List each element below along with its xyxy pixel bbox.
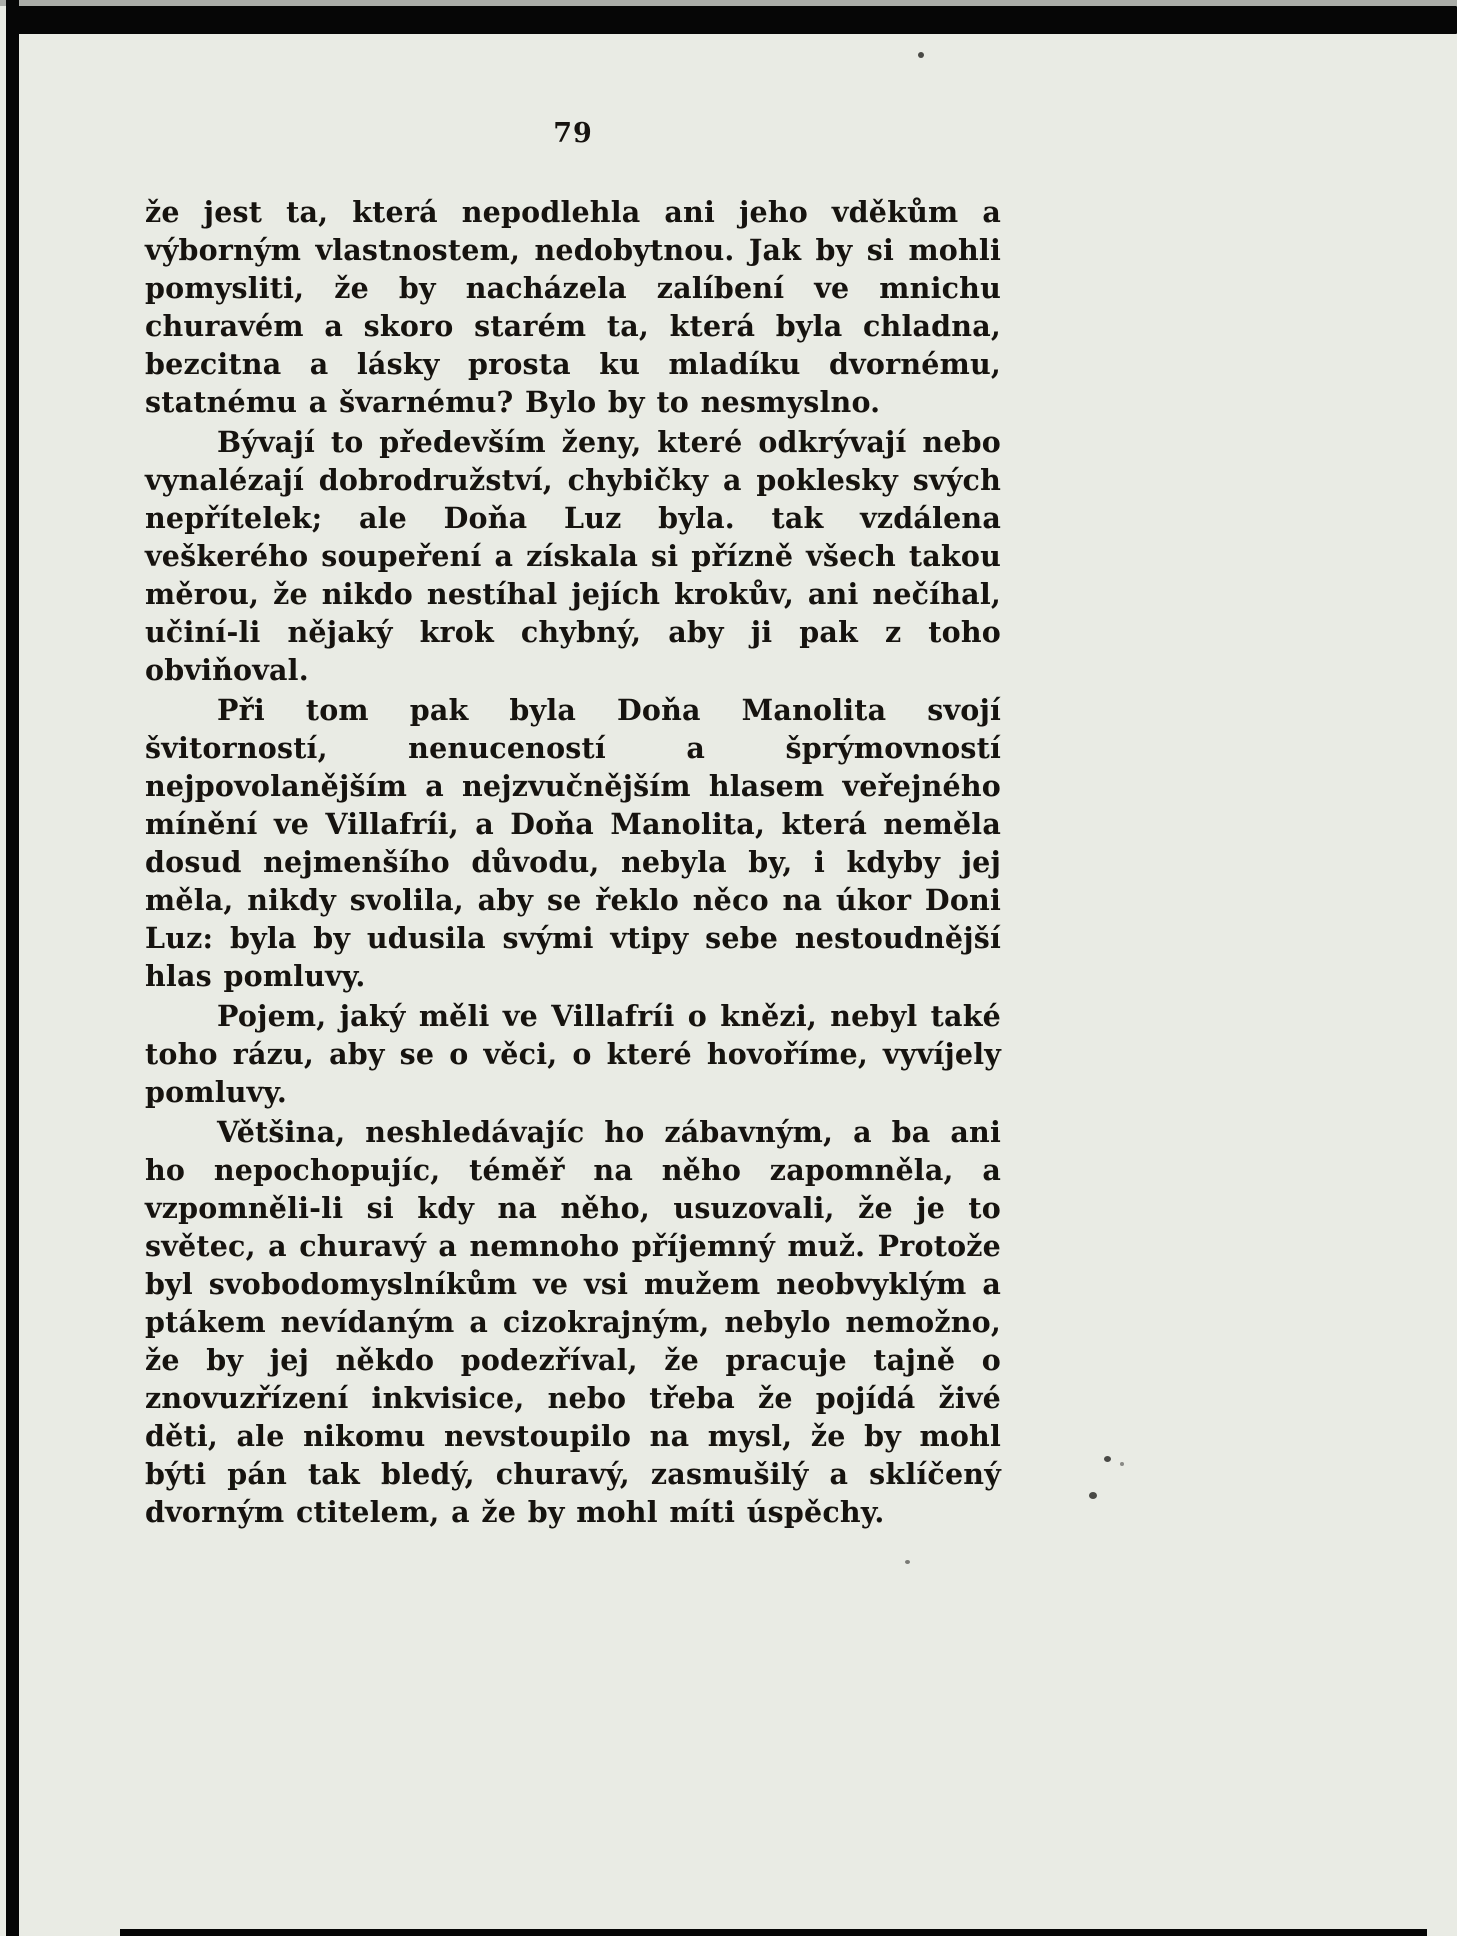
scan-speck xyxy=(1089,1492,1097,1499)
scan-speck xyxy=(918,52,924,58)
paragraph-4: Pojem, jaký měli ve Villafríi o knězi, nebyl také toho rázu, aby se o věci, o které hovoříme, vyvíjely pomluvy. xyxy=(145,999,1001,1109)
scan-speck xyxy=(1120,1462,1124,1466)
paragraph-5: Většina, neshledávajíc ho zábavným, a ba ani ho nepochopujíc, téměř na něho zapomněla, a vzpomněli-li si kdy na něho, usuzovali, že je to světec, a churavý a nemnoho příjemný muž. Protože byl svobodomyslníkům ve vsi mužem neobvyklým a ptákem nevídaným a cizokrajným, nebylo nemožno, že by jej někdo podezříval, že pracuje tajně o znovuzřízení inkvisice, nebo třeba že pojídá živé děti, ale nikomu nevstoupilo na mysl, že by mohl býti pán tak bledý, churavý, zasmušilý a sklíčený dvorným ctitelem, a že by mohl míti úspěchy. xyxy=(145,1115,1001,1529)
paragraph-1: že jest ta, která nepodlehla ani jeho vděkům a výborným vlastnostem, nedobytnou. Jak by si mohli pomysliti, že by nacházela zalíbení ve mnichu churavém a skoro starém ta, která byla chladna, bezcitna a lásky prosta ku mladíku dvornému, statnému a švarnému? Bylo by to nesmyslno. xyxy=(145,195,1001,419)
paragraph-3: Při tom pak byla Doňa Manolita svojí švitorností, nenuceností a šprýmovností nejpovolanějším a nejzvučnějším hlasem veřejného mínění ve Villafríi, a Doňa Manolita, která neměla dosud nejmenšího důvodu, nebyla by, i kdyby jej měla, nikdy svolila, aby se řeklo něco na úkor Doni Luz: byla by udusila svými vtipy sebe nestoudnější hlas pomluvy. xyxy=(145,693,1001,993)
scan-speck xyxy=(1104,1456,1111,1462)
scan-edge-top xyxy=(8,6,1457,34)
paragraph-2: Bývají to především ženy, které odkrývají nebo vynalézají dobrodružství, chybičky a poklesky svých nepřítelek; ale Doňa Luz byla. tak vzdálena veškerého soupeření a získala si přízně všech takou měrou, že nikdo nestíhal jejích krokův, ani nečíhal, učiní-li nějaký krok chybný, aby ji pak z toho obviňoval. xyxy=(145,425,1001,687)
scan-edge-left xyxy=(6,0,19,1936)
page-number: 79 xyxy=(553,118,593,149)
scan-speck xyxy=(905,1560,910,1564)
text-block xyxy=(145,193,1001,1531)
scan-edge-bottom xyxy=(120,1929,1427,1936)
page-body xyxy=(145,118,1001,1531)
